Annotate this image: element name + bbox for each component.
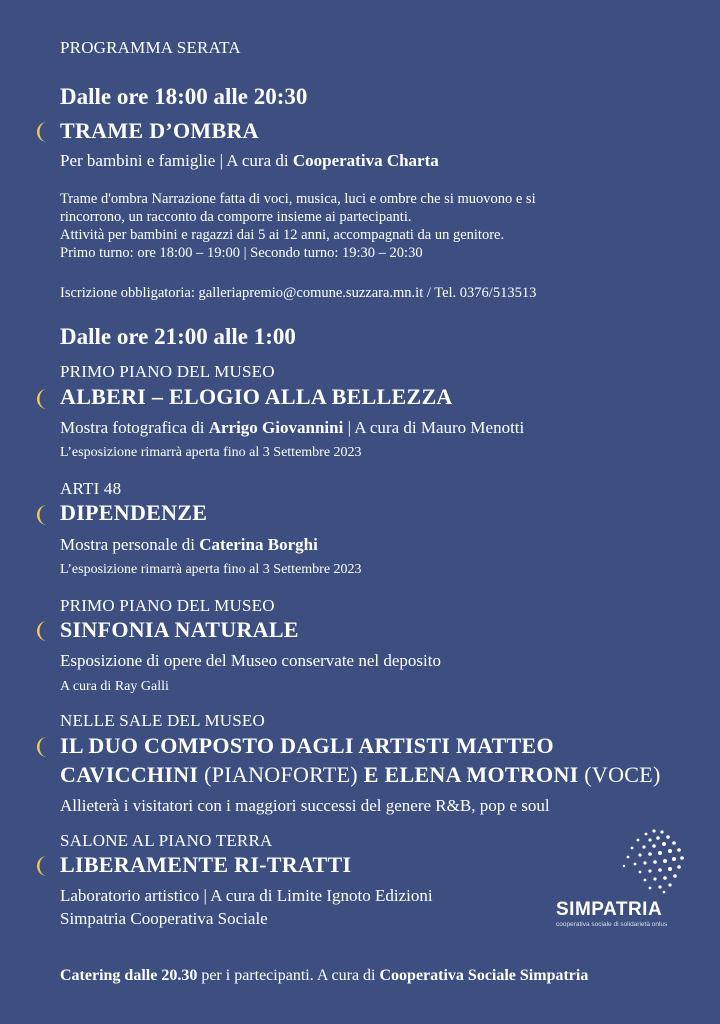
dots-icon [616, 828, 688, 894]
event-note-dipendenze: L’esposizione rimarrà aperta fino al 3 Settembre 2023 [60, 562, 362, 577]
event-subtitle-alberi: Mostra fotografica di Arrigo Giovannini | A cura di Mauro Menotti [60, 418, 525, 437]
event-location: PRIMO PIANO DEL MUSEO [60, 596, 275, 615]
time-slot-2: Dalle ore 21:00 alle 1:00 [60, 324, 296, 349]
time-slot-1: Dalle ore 18:00 alle 20:30 [60, 84, 308, 109]
moon-icon [34, 854, 54, 878]
event-subtitle-sinfonia: Esposizione di opere del Museo conservate nel deposito [60, 651, 441, 670]
event-title-dipendenze: DIPENDENZE [60, 500, 208, 525]
footer-catering: Catering dalle 20.30 per i partecipanti. A cura di Cooperativa Sociale Simpatria [60, 967, 589, 984]
moon-icon [34, 503, 54, 527]
moon-icon [34, 387, 54, 411]
event-title-duo-line1: IL DUO COMPOSTO DAGLI ARTISTI MATTEO [60, 733, 554, 758]
event-subtitle-trame: Per bambini e famiglie | A cura di Cooperativa Charta [60, 151, 439, 170]
moon-icon [34, 619, 54, 643]
logo-wordmark: SIMPATRIA [556, 899, 663, 920]
registration-info: Iscrizione obbligatoria: galleriapremio@comune.suzzara.mn.it / Tel. 0376/513513 [60, 285, 537, 301]
moon-icon [34, 120, 54, 144]
event-subtitle-duo: Allieterà i visitatori con i maggiori successi del genere R&B, pop e soul [60, 796, 550, 815]
event-title-trame: TRAME D’OMBRA [60, 118, 259, 143]
event-location: NELLE SALE DEL MUSEO [60, 711, 265, 730]
event-subtitle-dipendenze: Mostra personale di Caterina Borghi [60, 535, 318, 554]
event-location: SALONE AL PIANO TERRA [60, 831, 273, 850]
event-title-duo-line2: CAVICCHINI (PIANOFORTE) E ELENA MOTRONI (VOCE) [60, 762, 661, 787]
event-title-sinfonia: SINFONIA NATURALE [60, 617, 299, 642]
event-location: PRIMO PIANO DEL MUSEO [60, 362, 275, 381]
event-title-alberi: ALBERI – ELOGIO ALLA BELLEZZA [60, 384, 453, 409]
event-note-sinfonia: A cura di Ray Galli [60, 679, 169, 694]
event-location: ARTI 48 [60, 479, 122, 498]
moon-icon [34, 735, 54, 759]
program-label: PROGRAMMA SERATA [60, 38, 241, 57]
event-subtitle-liberamente-2: Simpatria Cooperativa Sociale [60, 909, 268, 928]
event-subtitle-liberamente-1: Laboratorio artistico | A cura di Limite Ignoto Edizioni [60, 886, 433, 905]
event-note-alberi: L’esposizione rimarrà aperta fino al 3 Settembre 2023 [60, 445, 362, 460]
event-description-trame: Trame d'ombra Narrazione fatta di voci, musica, luci e ombre che si muovono e si rincorrono, un racconto da comporre insieme ai partecipanti. Attività per bambini e ragazzi dai 5 ai 12 anni, accompagnati da un genitore. Primo turno: ore 18:00 – 19:00 | Secondo turno: 19:30 – 20:30 [60, 191, 536, 261]
event-title-liberamente: LIBERAMENTE RI-TRATTI [60, 852, 352, 877]
logo-tagline: cooperativa sociale di solidarietà onlus [556, 921, 668, 928]
